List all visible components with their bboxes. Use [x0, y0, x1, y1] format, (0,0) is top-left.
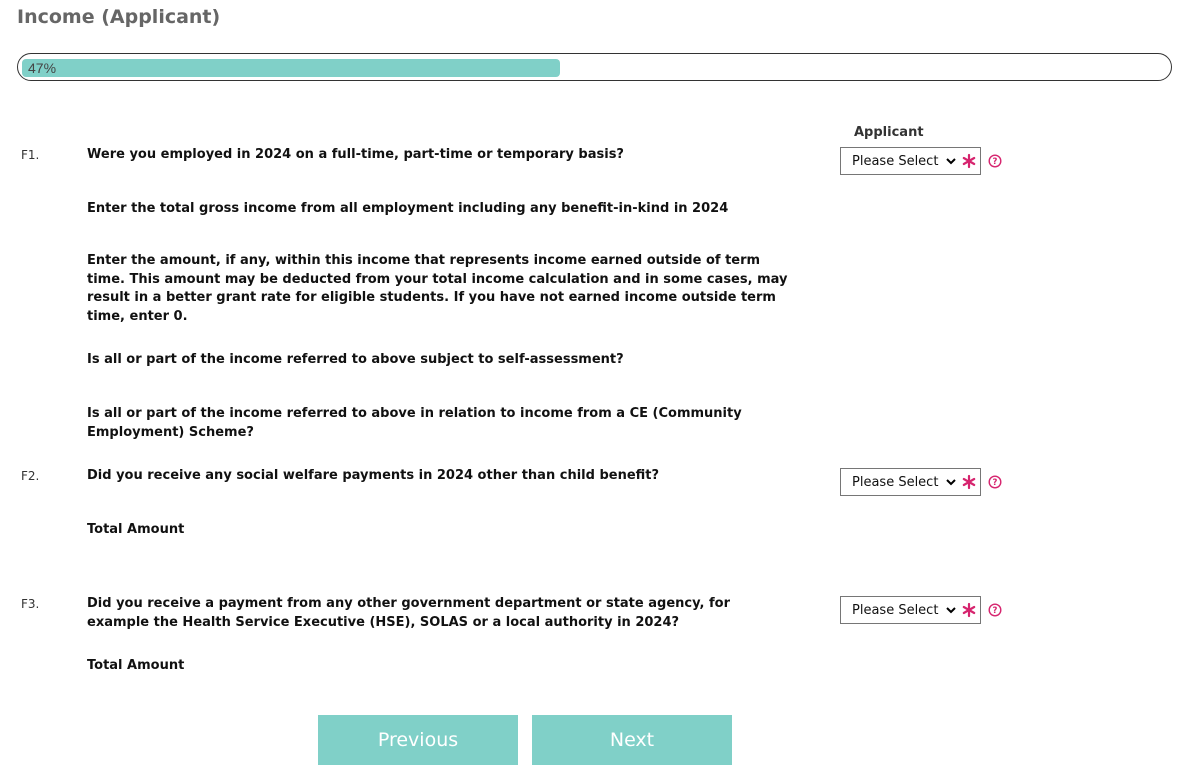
asterisk-icon	[962, 602, 976, 618]
f2-total-amount-label: Total Amount	[87, 522, 185, 537]
progress-label: 47%	[28, 60, 57, 76]
f3-select[interactable]	[840, 596, 981, 624]
progress-fill	[22, 59, 560, 77]
progress-bar	[17, 53, 1172, 81]
question-gross-income: Enter the total gross income from all employment including any benefit-in-kind in 2024	[87, 201, 729, 216]
f1-select[interactable]	[840, 147, 981, 175]
page-title: Income (Applicant)	[17, 6, 221, 28]
asterisk-icon	[962, 153, 976, 169]
question-f2-social-welfare: Did you receive any social welfare payments in 2024 other than child benefit?	[87, 468, 660, 483]
chevron-down-icon	[945, 476, 957, 488]
f1-select-value: Please Select	[852, 153, 939, 169]
help-icon[interactable]	[988, 603, 1002, 617]
svg-text:?: ?	[992, 606, 998, 617]
next-button[interactable]: Next	[532, 715, 732, 765]
help-icon[interactable]	[988, 154, 1002, 168]
question-f1-employed: Were you employed in 2024 on a full-time, part-time or temporary basis?	[87, 147, 624, 162]
question-number-f2: F2.	[21, 469, 40, 483]
applicant-column-header: Applicant	[854, 125, 924, 140]
question-ce-scheme: Is all or part of the income referred to above in relation to income from a CE (Community Employment) Scheme?	[87, 406, 742, 440]
f2-select[interactable]	[840, 468, 981, 496]
question-self-assessment: Is all or part of the income referred to above subject to self-assessment?	[87, 352, 624, 367]
previous-button[interactable]: Previous	[318, 715, 518, 765]
f3-select-value: Please Select	[852, 602, 939, 618]
question-number-f3: F3.	[21, 597, 40, 611]
question-f3-government-payment: Did you receive a payment from any other government department or state agency, for example the Health Service Executive (HSE), SOLAS or a local authority in 2024?	[87, 596, 731, 630]
asterisk-icon	[962, 474, 976, 490]
f3-total-amount-label: Total Amount	[87, 658, 185, 673]
chevron-down-icon	[945, 604, 957, 616]
svg-text:?: ?	[992, 478, 998, 489]
question-outside-term-income: Enter the amount, if any, within this income that represents income earned outside of term time. This amount may be deducted from your total income calculation and in some cases, may result in a better grant rate for eligible students. If you have not earned income outside term time, enter 0.	[87, 253, 788, 324]
f2-select-value: Please Select	[852, 474, 939, 490]
help-icon[interactable]	[988, 475, 1002, 489]
svg-text:?: ?	[992, 157, 998, 168]
chevron-down-icon	[945, 155, 957, 167]
question-number-f1: F1.	[21, 148, 40, 162]
